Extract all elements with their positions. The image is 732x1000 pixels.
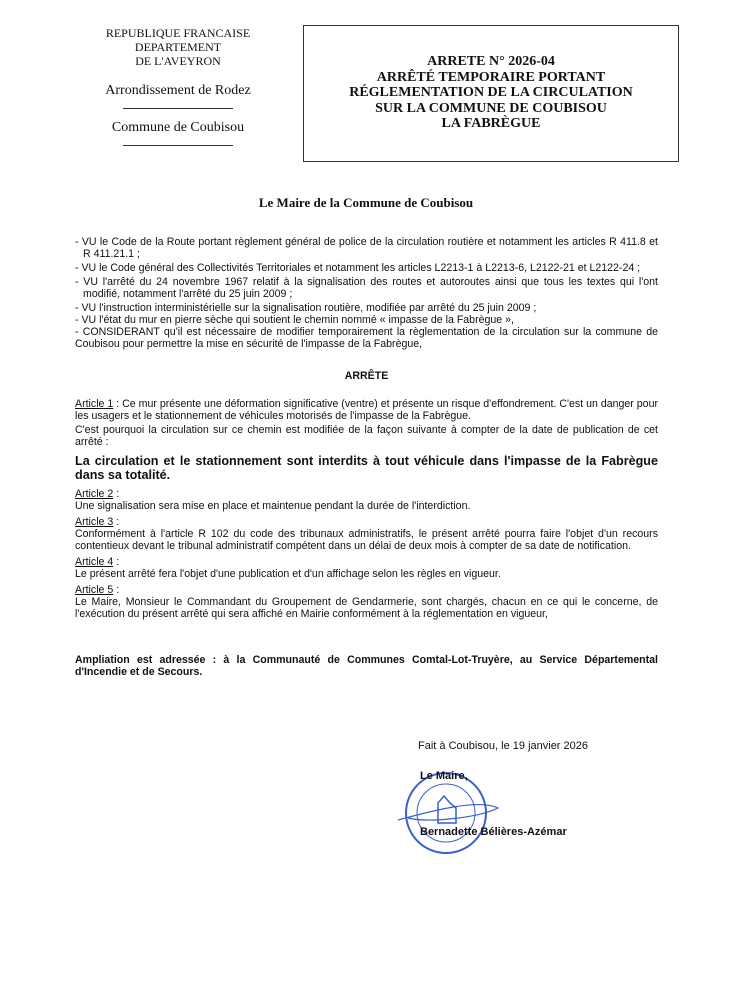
title-box [303, 25, 679, 162]
article-2-label [75, 488, 658, 500]
article-text: : Ce mur présente une déformation significative (ventre) et présente un risque d'effondrement. C'est un danger pour les usagers et le stationnement de véhicules motorisés de l'impasse de la Fabrègue. [75, 398, 658, 422]
department-name: DE L'AVEYRON [135, 54, 221, 68]
article-4-label [75, 556, 658, 568]
title-line: RÉGLEMENTATION DE LA CIRCULATION [349, 85, 633, 100]
document-body [75, 236, 658, 680]
arrete-heading: ARRÊTE [344, 370, 389, 382]
consideration: - VU l'instruction interministérielle sur la signalisation routière, modifiée par arrêté du 25 juin 2009 ; [75, 302, 537, 314]
decision: La circulation et le stationnement sont interdits à tout véhicule dans l'impasse de la Fabrègue dans sa totalité. [75, 454, 658, 482]
title-line: LA FABRÈGUE [441, 116, 541, 131]
colon: : [113, 516, 120, 528]
consideration: - VU l'état du mur en pierre sèche qui soutient le chemin nommé « impasse de la Fabrègue », [75, 314, 514, 326]
consideration: - CONSIDERANT qu'il est nécessaire de modifier temporairement la règlementation de la circulation sur la commune de Coubisou pour permettre la mise en sécurité de l'impasse de la Fabrègue, [75, 326, 658, 350]
colon: : [113, 584, 120, 596]
article-4-text: Le présent arrêté fera l'objet d'une publication et d'un affichage selon les règles en vigueur. [75, 568, 501, 580]
signatory-role: Le Maire, [420, 770, 468, 782]
article-1 [75, 398, 658, 422]
place-date: Fait à Coubisou, le 19 janvier 2026 [418, 740, 588, 752]
article-1-continued: C'est pourquoi la circulation sur ce chemin est modifiée de la façon suivante à compter de la date de publication de cet arrêté : [75, 424, 658, 448]
article-label: Article 4 [75, 556, 114, 568]
arrete-number: ARRETE N° 2026-04 [427, 54, 555, 69]
divider [123, 108, 233, 109]
article-label: Article 3 [75, 516, 114, 528]
article-5-label [75, 584, 658, 596]
signature-block [418, 740, 588, 838]
signatory-name: Bernadette Bélières-Azémar [420, 826, 567, 838]
header-left [88, 26, 268, 146]
article-label: Article 2 [75, 488, 114, 500]
colon: : [113, 488, 120, 500]
article-2-text: Une signalisation sera mise en place et maintenue pendant la durée de l'interdiction. [75, 500, 471, 512]
arrondissement: Arrondissement de Rodez [105, 83, 251, 98]
article-3-label [75, 516, 658, 528]
article-5-text: Le Maire, Monsieur le Commandant du Groupement de Gendarmerie, sont chargés, chacun en ce qui le concerne, de l'exécution du présent arrêté qui sera affiché en Mairie conformément à la réglementation en vigueur, [75, 596, 658, 620]
consideration: - VU le Code de la Route portant règlement général de police de la circulation routière et notamment les articles R 411.8 et R 411.21.1 ; [75, 236, 658, 260]
ampliation: Ampliation est adressée : à la Communauté de Communes Comtal-Lot-Truyère, au Service Départemental d'Incendie et de Secours. [75, 654, 658, 678]
title-line: ARRÊTÉ TEMPORAIRE PORTANT [376, 69, 606, 85]
commune: Commune de Coubisou [111, 120, 245, 135]
mayor-heading: Le Maire de la Commune de Coubisou [258, 195, 474, 210]
department-line: DEPARTEMENT [134, 40, 222, 54]
article-label: Article 5 [75, 584, 114, 596]
republic-line: REPUBLIQUE FRANCAISE [105, 26, 251, 40]
article-label: Article 1 [75, 398, 114, 410]
divider [123, 145, 233, 146]
consideration: - VU le Code général des Collectivités Territoriales et notamment les articles L2213-1 à L2213-6, L2122-21 et L2122-24 ; [75, 262, 641, 274]
colon: : [113, 556, 120, 568]
article-3-text: Conformément à l'article R 102 du code des tribunaux administratifs, le présent arrêté pourra faire l'objet d'un recours contentieux devant le tribunal administratif compétent dans un délai de deux mois à compter de sa date de notification. [75, 528, 658, 552]
consideration: - VU l'arrêté du 24 novembre 1967 relatif à la signalisation des routes et autoroutes ainsi que tous les textes qui l'ont modifié, notamment l'arrêté du 25 juin 2009 ; [75, 276, 658, 300]
title-line: SUR LA COMMUNE DE COUBISOU [375, 100, 607, 116]
